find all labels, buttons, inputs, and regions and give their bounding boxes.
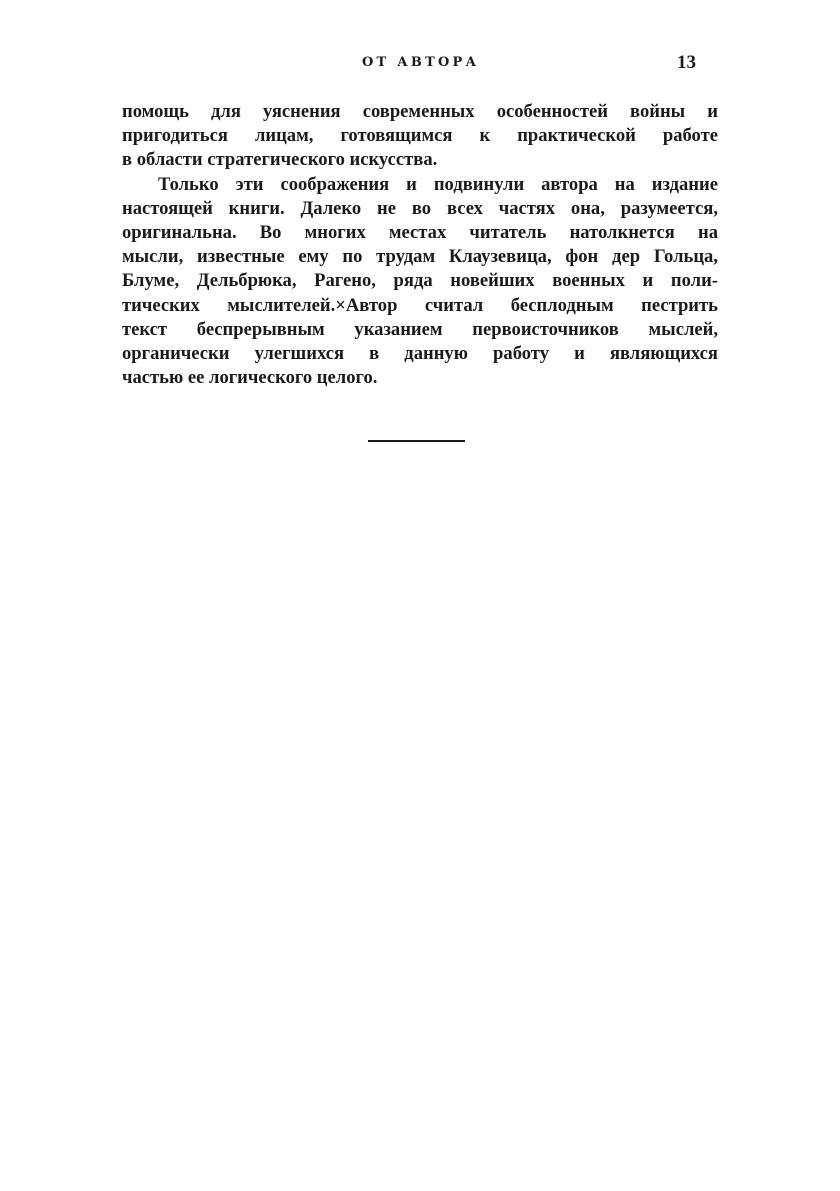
- text-line: пригодиться лицам, готовящимся к практической работе: [122, 125, 718, 147]
- text-line: настоящей книги. Далеко не во всех частях она, разумеется,: [122, 197, 718, 219]
- text-line: помощь для уяснения современных особенностей войны и: [122, 101, 718, 122]
- text-line: Только эти соображения и подвинули автора на издание: [158, 173, 718, 195]
- page-number: 13: [677, 52, 696, 73]
- text-line: тических мыслителей.×Автор считал бесплодным пестрить: [122, 294, 718, 316]
- running-head: ОТ АВТОРА: [362, 55, 480, 70]
- text-line: органически улегшихся в данную работу и являющихся: [122, 342, 718, 364]
- text-line: в области стратегического искусства.: [122, 149, 438, 171]
- text-line: текст беспрерывным указанием первоисточников мыслей,: [122, 318, 718, 340]
- body-text: [122, 100, 718, 390]
- section-end-rule: [368, 440, 465, 442]
- text-line: оригинальна. Во многих местах читатель натолкнется на: [122, 221, 718, 243]
- text-line: Блуме, Дельбрюка, Рагено, ряда новейших военных и поли-: [122, 270, 718, 292]
- paragraph-1: [122, 100, 718, 173]
- text-line: частью ее логического целого.: [122, 367, 378, 389]
- text-line: мысли, известные ему по трудам Клаузевица, фон дер Гольца,: [122, 246, 718, 268]
- paragraph-2: [122, 173, 718, 391]
